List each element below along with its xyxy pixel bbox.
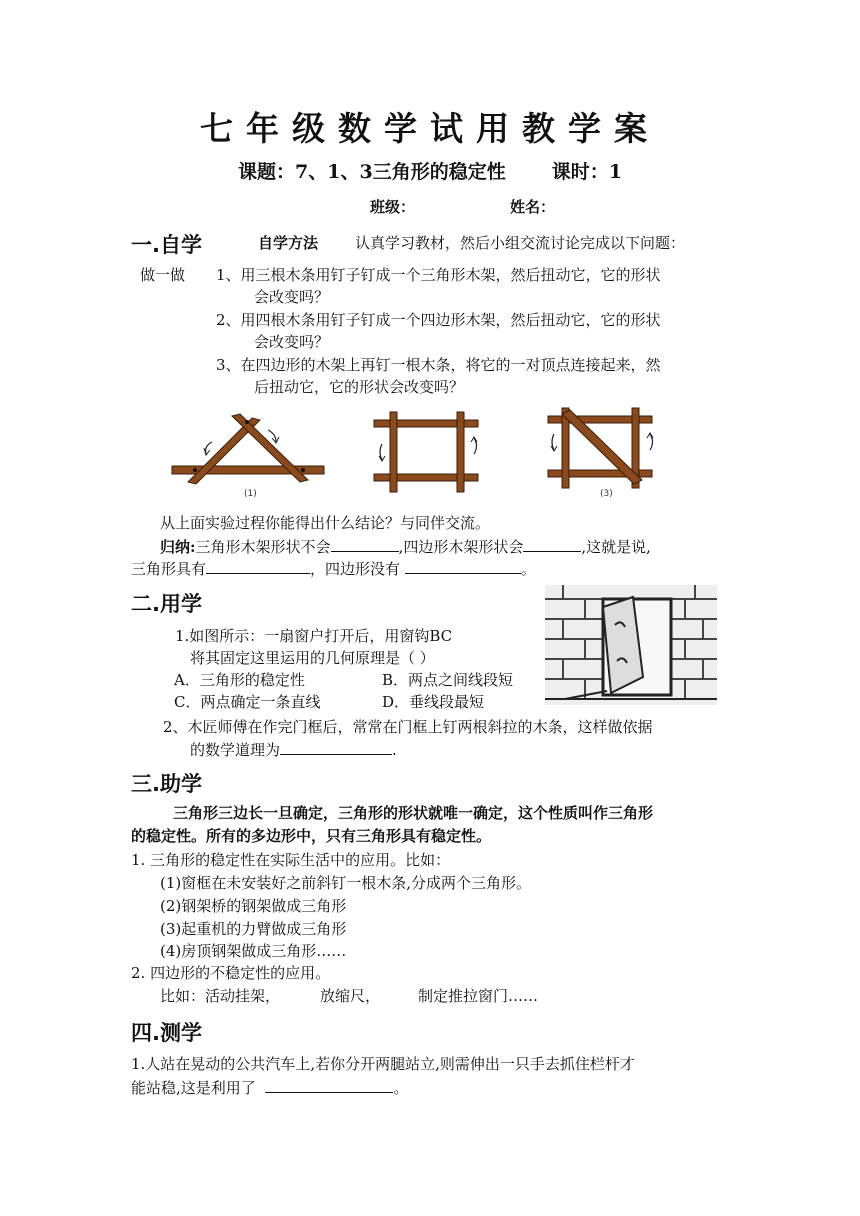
s1-q1-line2: 会改变吗？ [254, 288, 330, 306]
figure-caption-1: (1) [244, 489, 257, 499]
s3-item2: 2. 四边形的不稳定性的应用。 [131, 964, 331, 982]
s4-q1-end: 。 [393, 1079, 409, 1097]
summary-label: 归纳: [160, 538, 196, 556]
page-title: 七年级数学试用教学案 [200, 109, 660, 148]
s4-q1-text: 能站稳,这是利用了 [131, 1079, 256, 1097]
s1-q2-line1: 2、用四根木条用钉子钉成一个四边形木架，然后扭动它，它的形状 [216, 311, 661, 329]
summary-text-4: 三角形具有 [131, 560, 207, 578]
summary-text-3: ,这就是说, [581, 538, 651, 556]
triangle-frame-figure [168, 408, 328, 500]
conclusion-question: 从上面实验过程你能得出什么结论？与同伴交流。 [160, 514, 491, 532]
do-label: 做一做 [140, 266, 186, 284]
option-a: A．三角形的稳定性 [174, 671, 305, 689]
option-c: C．两点确定一条直线 [174, 693, 321, 711]
s4-q1-line2 [131, 1076, 408, 1099]
section4-heading: 四.测学 [131, 1021, 202, 1045]
name-label: 姓名： [510, 198, 556, 216]
answer-blank [523, 535, 581, 552]
quadrilateral-frame-figure [362, 408, 490, 494]
s2-q2-line2 [190, 738, 397, 761]
option-b: B．两点之间线段短 [382, 671, 514, 689]
section2-heading: 二.用学 [131, 592, 202, 616]
s2-q1-line2: 将其固定这里运用的几何原理是（ ） [190, 649, 435, 667]
option-d: D．垂线段最短 [382, 693, 485, 711]
section1-heading: 一.自学 [131, 233, 202, 257]
s3-example-3: 制定推拉窗门…… [418, 987, 539, 1005]
s3-example-1: 比如：活动挂架， [160, 987, 281, 1005]
s3-sub1: (1)窗框在未安装好之前斜钉一根木条,分成两个三角形。 [160, 874, 532, 892]
s1-q1-line1: 1、用三根木条用钉子钉成一个三角形木架，然后扭动它，它的形状 [216, 266, 661, 284]
s3-item1: 1. 三角形的稳定性在实际生活中的应用。比如： [131, 851, 451, 869]
s3-sub4: (4)房顶钢架做成三角形…… [160, 942, 347, 960]
answer-blank [405, 557, 521, 574]
key-property-line1: 三角形三边长一旦确定，三角形的形状就唯一确定，这个性质叫作三角形 [173, 804, 654, 822]
s3-sub3: (3)起重机的力臂做成三角形 [160, 920, 347, 938]
section3-heading: 三.助学 [131, 772, 202, 796]
s1-q3-line2: 后扭动它，它的形状会改变吗？ [254, 378, 465, 396]
s4-q1-line1: 1.人站在晃动的公共汽车上,若你分开两腿站立,则需伸出一只手去抓住栏杆才 [131, 1055, 635, 1073]
summary-line2 [131, 557, 536, 580]
s1-q3-line1: 3、在四边形的木架上再钉一根木条，将它的一对顶点连接起来，然 [216, 356, 661, 374]
window-hook-figure [545, 585, 717, 705]
answer-blank [265, 1076, 393, 1093]
summary-text-6: 。 [520, 560, 536, 578]
key-property-line2: 的稳定性。所有的多边形中，只有三角形具有稳定性。 [131, 827, 492, 845]
summary-text-2: ,四边形木架形状会 [398, 538, 524, 556]
s3-example-2: 放缩尺， [320, 987, 381, 1005]
summary-text-5: ，四边形没有 [310, 560, 401, 578]
s2-q2-line1: 2、木匠师傅在作完门框后，常常在门框上钉两根斜拉的木条，这样做依据 [163, 718, 653, 736]
s3-sub2: (2)钢架桥的钢架做成三角形 [160, 897, 347, 915]
answer-blank [280, 738, 392, 755]
method-text: 认真学习教材，然后小组交流讨论完成以下问题： [355, 234, 686, 252]
s1-q2-line2: 会改变吗？ [254, 333, 330, 351]
s2-q2-text: 的数学道理为 [190, 741, 281, 759]
lesson-period: 课时：1 [551, 161, 622, 183]
answer-blank [206, 557, 310, 574]
braced-frame-figure [542, 404, 672, 500]
summary-text-1: 三角形木架形状不会 [195, 538, 331, 556]
method-label: 自学方法 [258, 234, 319, 252]
figure-caption-3: (3) [600, 489, 613, 499]
s2-q1-line1: 1.如图所示：一扇窗户打开后，用窗钩BC [175, 627, 453, 645]
answer-blank [331, 535, 399, 552]
class-label: 班级： [370, 198, 416, 216]
summary-line1 [160, 535, 651, 558]
lesson-subtitle [0, 157, 860, 184]
s2-q2-end: . [392, 741, 397, 759]
lesson-topic: 课题：7、1、3三角形的稳定性 [238, 161, 506, 183]
